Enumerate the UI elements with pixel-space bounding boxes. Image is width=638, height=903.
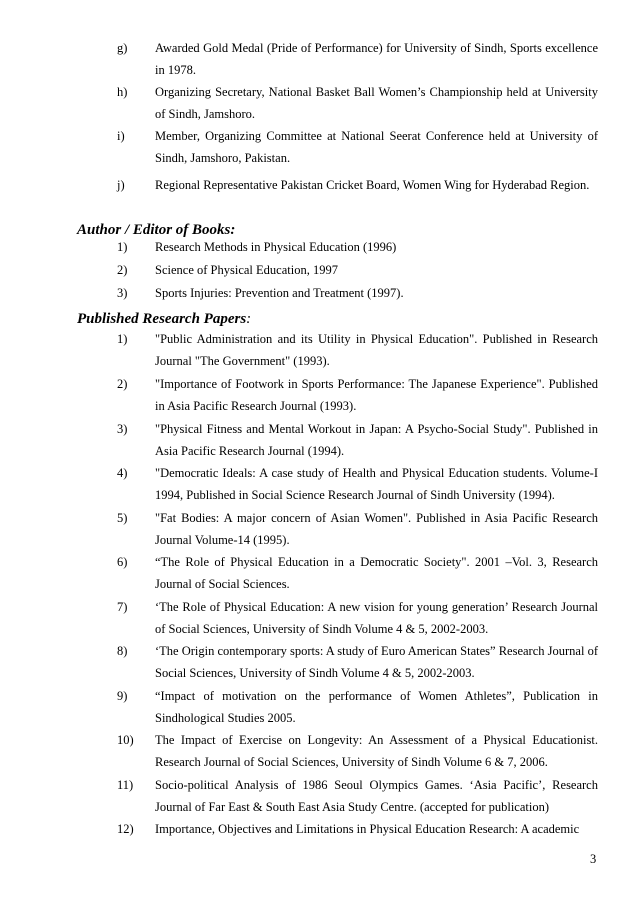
item-number: 4) [117,466,128,480]
item-number: g) [117,41,128,55]
item-number: 11) [117,778,134,792]
item-text: "Democratic Ideals: A case study of Health and Physical Education students. Volume-I 1994, Published in Social Science Research Journal of Sindh University (1994). [155,466,598,502]
item-number: 12) [117,822,134,836]
item-text: “The Role of Physical Education in a Democratic Society". 2001 –Vol. 3, Research Journal of Social Sciences. [155,555,598,591]
item-number: 3) [117,422,128,436]
item-text: "Public Administration and its Utility in Physical Education". Published in Research Journal "The Government" (1993). [155,332,598,368]
papers-heading [77,310,251,328]
item-text: "Physical Fitness and Mental Workout in Japan: A Psycho-Social Study". Published in Asia Pacific Research Journal (1994). [155,422,598,458]
item-number: 3) [117,286,128,300]
item-number: h) [117,85,128,99]
item-number: j) [117,178,125,192]
item-text: "Importance of Footwork in Sports Performance: The Japanese Experience". Published in Asia Pacific Research Journal (1993). [155,377,598,413]
item-number: 5) [117,511,128,525]
item-text: ‘The Origin contemporary sports: A study of Euro American States” Research Journal of Social Sciences, University of Sindh Volume 4 & 5, 2002-2003. [155,644,598,680]
item-number: 1) [117,240,128,254]
item-text: Sports Injuries: Prevention and Treatment (1997). [155,286,404,300]
item-text: The Impact of Exercise on Longevity: An Assessment of a Physical Educationist. Research Journal of Social Sciences, University of Sindh Volume 6 & 7, 2006. [155,733,598,769]
item-text: “Impact of motivation on the performance of Women Athletes”, Publication in Sindhological Studies 2005. [155,689,598,725]
item-text: Importance, Objectives and Limitations in Physical Education Research: A academic [155,822,580,836]
item-number: 6) [117,555,128,569]
item-text: Member, Organizing Committee at National Seerat Conference held at University of Sindh, Jamshoro, Pakistan. [155,129,598,165]
papers-heading-colon: : [246,311,252,327]
books-heading: Author / Editor of Books: [77,222,236,238]
item-text: "Fat Bodies: A major concern of Asian Women". Published in Asia Pacific Research Journal Volume-14 (1995). [155,511,598,547]
item-text: Awarded Gold Medal (Pride of Performance) for University of Sindh, Sports excellence in 1978. [155,41,598,77]
item-number: i) [117,129,125,143]
item-number: 7) [117,600,128,614]
item-text: ‘The Role of Physical Education: A new vision for young generation’ Research Journal of Social Sciences, University of Sindh Volume 4 & 5, 2002-2003. [155,600,598,636]
item-text: Organizing Secretary, National Basket Ball Women’s Championship held at University of Sindh, Jamshoro. [155,85,598,121]
item-text: Research Methods in Physical Education (1996) [155,240,397,254]
item-number: 9) [117,689,128,703]
item-number: 1) [117,332,128,346]
item-text: Science of Physical Education, 1997 [155,263,338,277]
item-number: 2) [117,263,128,277]
item-number: 2) [117,377,128,391]
item-text: Socio-political Analysis of 1986 Seoul Olympics Games. ‘Asia Pacific’, Research Journal of Far East & South East Asia Study Centre. (accepted for publication) [155,778,598,814]
item-number: 8) [117,644,128,658]
page-number: 3 [590,852,597,866]
item-number: 10) [117,733,134,747]
item-text: Regional Representative Pakistan Cricket Board, Women Wing for Hyderabad Region. [155,178,590,192]
papers-heading-text: Published Research Papers [77,311,247,327]
